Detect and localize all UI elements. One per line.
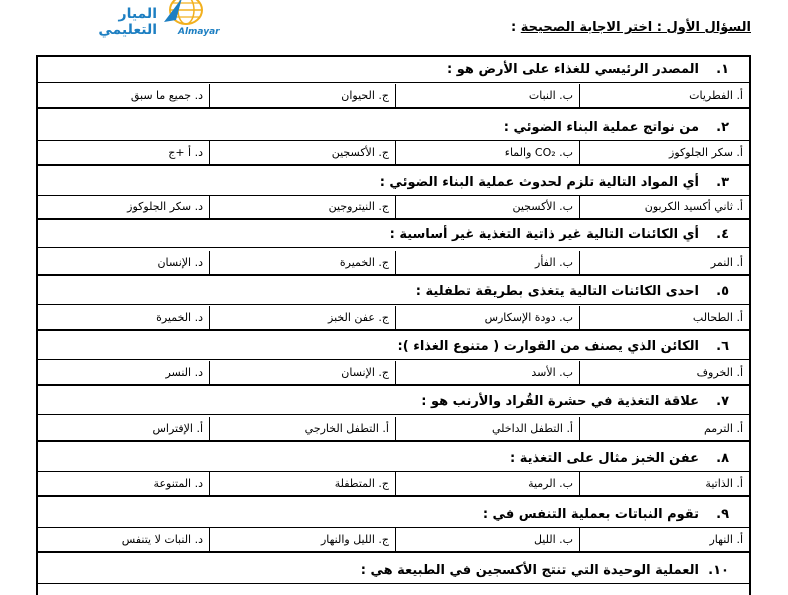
answer-option[interactable]: د. النبات لا يتنفس [121,533,203,546]
question-number: ٢. [716,120,729,135]
heading-text: السؤال الأول : اختر الاجابة الصحيحة [520,20,751,35]
question-text: من نواتج عملية البناء الضوئي : [503,120,699,135]
question-text: احدى الكائنات التالية يتغذى بطريقة تطفلية : [415,284,699,299]
options-row [38,141,749,166]
question-row [38,223,749,248]
options-row [38,195,749,220]
answer-option[interactable]: أ. التطفل الداخلي [395,417,579,440]
answer-option[interactable]: د. الخميرة [156,311,203,324]
question-row [38,390,749,415]
section-heading [511,20,751,35]
logo [30,0,220,38]
answer-option[interactable]: أ. الفطريات [579,84,749,107]
question-number: ٦. [716,339,729,354]
answer-option[interactable]: أ. التطفل الخارجي [209,417,395,440]
question-row [38,503,749,528]
question-text: الكائن الذي يصنف من القوارت ( متنوع الغذاء ): [397,339,699,354]
question-number: ٥. [716,284,729,299]
question-number: ١٠. [708,563,729,578]
answer-option[interactable]: ج. الليل والنهار [209,528,395,551]
answer-option[interactable]: ب. CO₂ والماء [395,141,579,164]
answer-option[interactable]: ب. دودة الإسكارس [395,306,579,329]
options-row [38,84,749,109]
logo-arabic-text: الميار التعليمي [98,6,157,38]
answer-option[interactable]: د. سكر الجلوكوز [127,200,203,213]
question-number: ٧. [716,394,729,409]
answer-option[interactable]: د. النسر [165,366,203,379]
question-text: المصدر الرئيسي للغذاء على الأرض هو : [447,62,699,77]
question-number: ١. [716,62,729,77]
heading-colon: : [511,20,521,35]
answer-option[interactable]: ج. المتطفلة [209,472,395,495]
question-text: علاقة التغذية في حشرة القُراد والأرنب هو : [421,394,699,409]
answer-option[interactable]: ج. النيتروجين [209,195,395,218]
answer-option[interactable]: ب. النبات [395,84,579,107]
question-text: العملية الوحيدة التي تنتج الأكسجين في الطبيعة هي : [360,563,699,578]
question-row [38,447,749,472]
answer-option[interactable]: أ. النهار [579,528,749,551]
question-row [38,116,749,141]
question-number: ٣. [716,175,729,190]
question-text: أي الكائنات التالية غير ذاتية التغذية غير أساسية : [389,227,699,242]
question-row [38,171,749,196]
options-row [38,417,749,442]
options-row [38,306,749,331]
answer-option[interactable]: ب. الرمية [395,472,579,495]
answer-option[interactable]: أ. النمر [579,251,749,274]
answer-option[interactable]: د. جميع ما سبق [130,89,203,102]
globe-icon [162,0,206,30]
answer-option[interactable]: ج. الأكسجين [209,141,395,164]
options-row [38,528,749,553]
answer-option[interactable]: ب. الفأر [395,251,579,274]
answer-option[interactable]: أ. الطحالب [579,306,749,329]
answer-option[interactable]: أ. الترمم [579,417,749,440]
question-row [38,280,749,305]
answer-option[interactable]: ب. الليل [395,528,579,551]
question-number: ٨. [716,451,729,466]
answer-option[interactable]: أ. الخروف [579,361,749,384]
question-row [38,559,749,584]
answer-option[interactable]: أ. سكر الجلوكوز [579,141,749,164]
answer-option[interactable]: د. الإنسان [157,256,203,269]
question-number: ٩. [716,507,729,522]
answer-option[interactable]: أ. الإفتراس [152,422,203,435]
answer-option[interactable]: د. المتنوعة [153,477,203,490]
answer-option[interactable]: ب. الأكسجين [395,195,579,218]
answer-option[interactable]: ج. الحيوان [209,84,395,107]
options-row [38,472,749,497]
answer-option[interactable]: أ. ثاني أكسيد الكربون [579,195,749,218]
question-text: أي المواد التالية تلزم لحدوث عملية البناء الضوئي : [379,175,699,190]
questions-table [36,55,751,595]
options-row [38,251,749,276]
logo-latin-text: Almayar [178,27,220,37]
answer-option[interactable]: ج. الإنسان [209,361,395,384]
answer-option[interactable]: أ. الذاتية [579,472,749,495]
question-number: ٤. [716,227,729,242]
question-text: عفن الخبز مثال على التغذية : [510,451,699,466]
question-row [38,335,749,360]
question-text: تقوم النباتات بعملية التنفس في : [482,507,699,522]
question-row [38,58,749,83]
answer-option[interactable]: ب. الأسد [395,361,579,384]
answer-option[interactable]: ج. عفن الخبز [209,306,395,329]
options-row [38,361,749,386]
answer-option[interactable]: ج. الخميرة [209,251,395,274]
answer-option[interactable]: د. أ +ج [168,146,203,159]
